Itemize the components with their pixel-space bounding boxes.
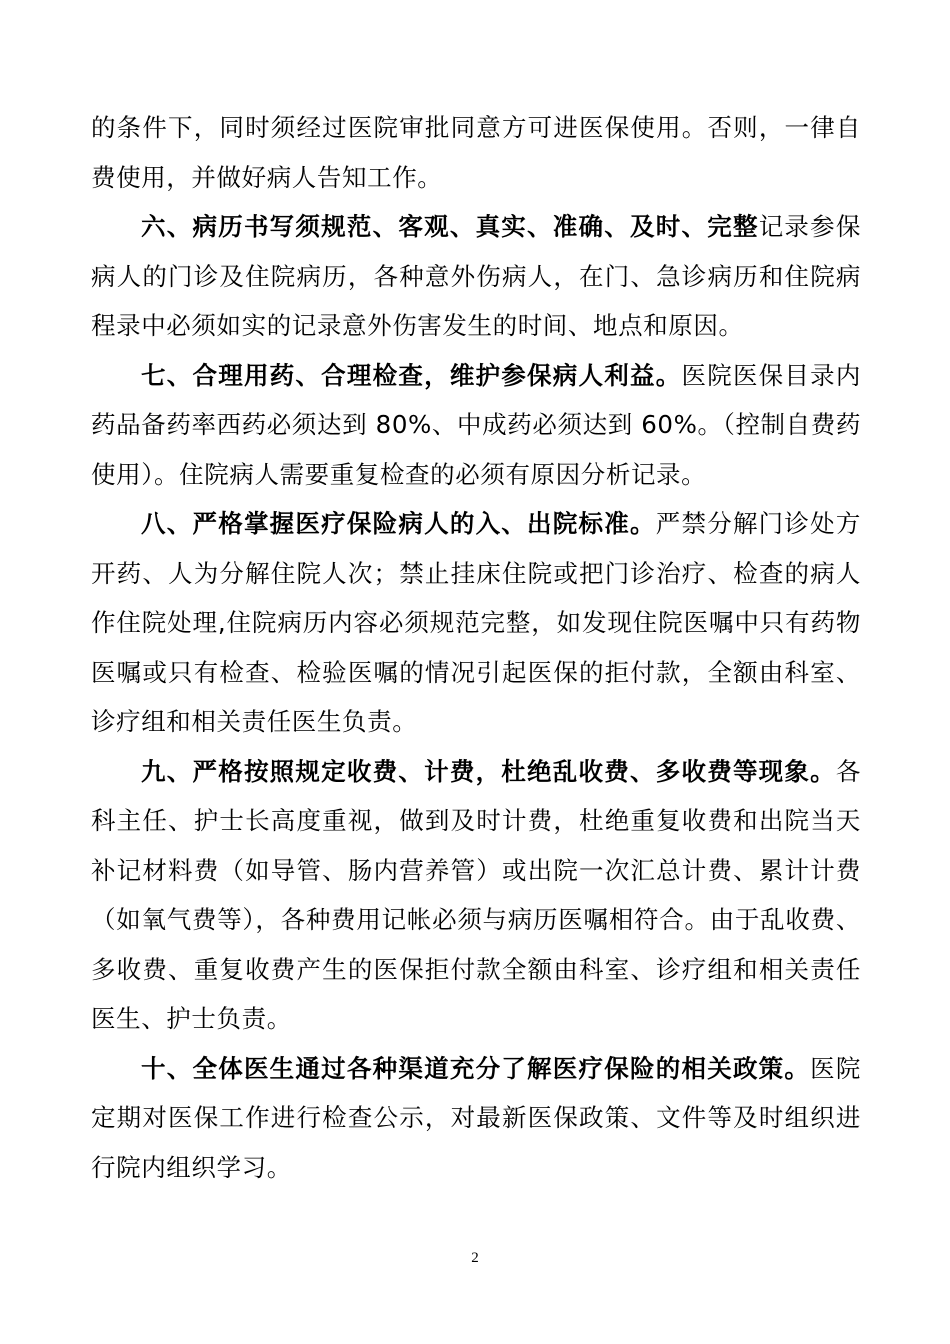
paragraph-text: 医院医保目录内药品备药率西药必须达到 80%、中成药必须达到 60%。（控制自费药使用）。住院病人需要重复检查的必须有原因分析记录。 bbox=[91, 360, 861, 489]
paragraph-continuation bbox=[91, 103, 861, 202]
paragraph-heading: 八、严格掌握医疗保险病人的入、出院标准。 bbox=[141, 509, 656, 538]
paragraph-text: 各科主任、护士长高度重视，做到及时计费，杜绝重复收费和出院当天补记材料费（如导管、肠内营养管）或出院一次汇总计费、累计计费（如氧气费等），各种费用记帐必须与病历医嘱相符合。由于乱收费、多收费、重复收费产生的医保拒付款全额由科室、诊疗组和相关责任医生、护士负责。 bbox=[91, 756, 861, 1033]
paragraph-text: 医院定期对医保工作进行检查公示，对最新医保政策、文件等及时组织进行院内组织学习。 bbox=[91, 1053, 861, 1182]
paragraph-item-7 bbox=[91, 351, 861, 500]
paragraph-heading: 十、全体医生通过各种渠道充分了解医疗保险的相关政策。 bbox=[141, 1053, 811, 1083]
paragraph-text: 记录参保病人的门诊及住院病历，各种意外伤病人，在门、急诊病历和住院病程录中必须如实的记录意外伤害发生的时间、地点和原因。 bbox=[91, 212, 861, 340]
paragraph-text: 严禁分解门诊处方开药、人为分解住院人次；禁止挂床住院或把门诊治疗、检查的病人作住院处理,住院病历内容必须规范完整，如发现住院医嘱中只有药物医嘱或只有检查、检验医嘱的情况引起医保的拒付款，全额由科室、诊疗组和相关责任医生负责。 bbox=[91, 509, 861, 736]
paragraph-heading: 六、病历书写须规范、客观、真实、准确、及时、完整 bbox=[141, 212, 759, 241]
paragraph-heading: 九、严格按照规定收费、计费，杜绝乱收费、多收费等现象。 bbox=[141, 756, 836, 786]
page-number: 2 bbox=[471, 1250, 479, 1266]
paragraph-item-10 bbox=[91, 1044, 861, 1193]
paragraph-text: 的条件下，同时须经过医院审批同意方可进医保使用。否则，一律自费使用，并做好病人告知工作。 bbox=[91, 113, 861, 192]
paragraph-item-8 bbox=[91, 499, 861, 747]
paragraph-item-9 bbox=[91, 747, 861, 1044]
document-page bbox=[91, 103, 861, 1192]
paragraph-heading: 七、合理用药、合理检查，维护参保病人利益。 bbox=[141, 360, 682, 390]
paragraph-item-6 bbox=[91, 202, 861, 351]
